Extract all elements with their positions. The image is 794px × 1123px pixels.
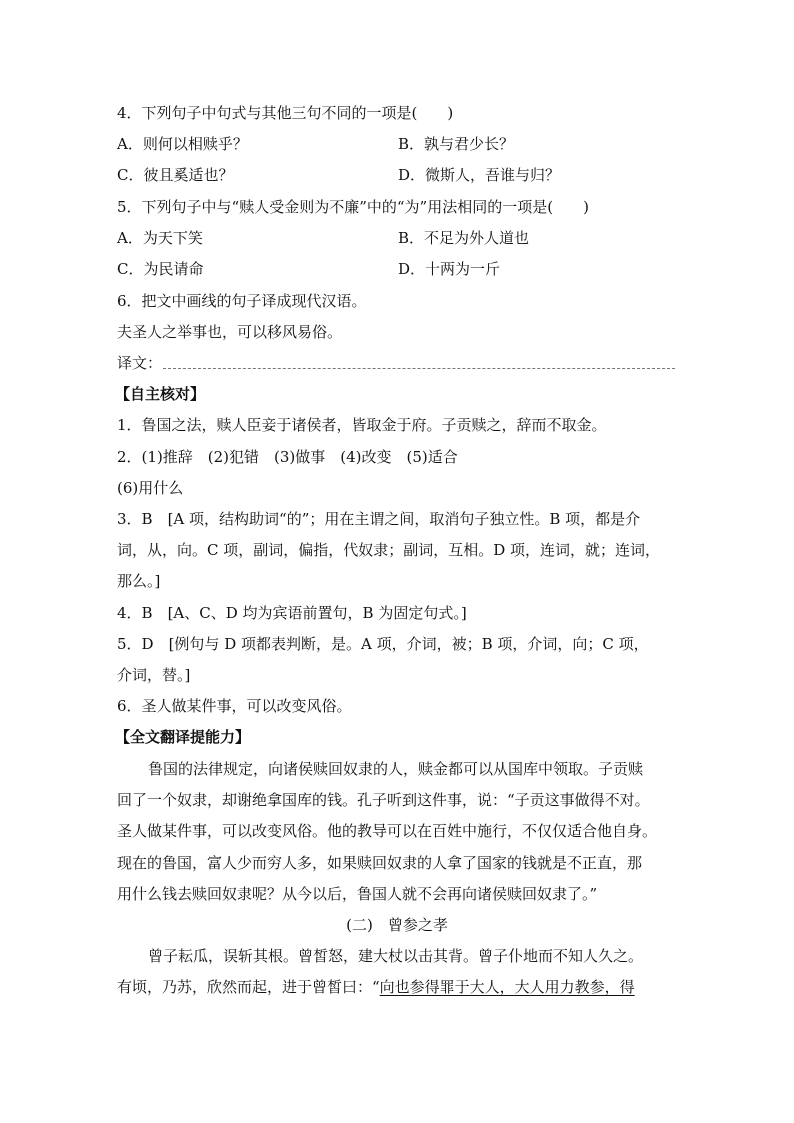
check-line: 2．(1)推辞 (2)犯错 (3)做事 (4)改变 (5)适合 [117, 448, 458, 466]
check-heading: 【自主核对】 [115, 385, 206, 403]
passage-text: 有顷，乃苏，欣然而起，进于曾皙曰：“ [117, 978, 380, 996]
q4-option-b: B．孰与君少长？ [398, 135, 515, 153]
translation-heading: 【全文翻译提能力】 [115, 728, 251, 746]
q6-translation-label: 译文： [117, 354, 163, 372]
q4-option-a: A．则何以相赎乎？ [117, 135, 248, 153]
section-title: (二) 曾参之孝 [346, 916, 448, 934]
q5-stem: 5．下列句子中与“赎人受金则为不廉”中的“为”用法相同的一项是( ) [117, 198, 589, 216]
translation-line: 现在的鲁国，富人少而穷人多，如果赎回奴隶的人拿了国家的钱就是不正直，那 [117, 854, 643, 872]
check-line: 5．D [例句与 D 项都表判断，是。A 项，介词，被；B 项，介词，向；C 项， [117, 635, 649, 653]
q6-stem: 6．把文中画线的句子译成现代汉语。 [117, 292, 367, 310]
check-line: 3．B [A 项，结构助词“的”；用在主谓之间，取消句子独立性。B 项，都是介 [117, 510, 641, 528]
translation-line: 用什么钱去赎回奴隶呢？从今以后，鲁国人就不会再向诸侯赎回奴隶了。” [117, 885, 598, 903]
q5-option-c: C．为民请命 [117, 260, 204, 278]
q5-option-a: A．为天下笑 [117, 229, 203, 247]
translation-line: 鲁国的法律规定，向诸侯赎回奴隶的人，赎金都可以从国库中领取。子贡赎 [148, 760, 644, 778]
passage-line-2 [117, 977, 635, 997]
translation-answer-line [163, 368, 675, 369]
q5-option-b: B．不足为外人道也 [398, 229, 530, 247]
check-line: 那么。] [117, 572, 161, 590]
translation-line: 圣人做某件事，可以改变风俗。他的教导可以在百姓中施行，不仅仅适合他自身。 [117, 822, 658, 840]
check-line: 6．圣人做某件事，可以改变风俗。 [117, 697, 352, 715]
q4-option-d: D．微斯人，吾谁与归？ [398, 166, 561, 184]
check-line: (6)用什么 [117, 479, 184, 497]
underlined-sentence: 向也参得罪于大人，大人用力教参，得 [379, 978, 635, 996]
translation-line: 回了一个奴隶，却谢绝拿国库的钱。孔子听到这件事，说：“子贡这事做得不对。 [117, 791, 650, 809]
q6-sentence: 夫圣人之举事也，可以移风易俗。 [117, 323, 343, 341]
check-line: 词，从，向。C 项，副词，偏指，代奴隶；副词，互相。D 项，连词，就；连词， [117, 541, 661, 559]
check-line: 介词，替。] [117, 666, 191, 684]
q4-stem: 4．下列句子中句式与其他三句不同的一项是( ) [117, 104, 454, 122]
q5-option-d: D．十两为一斤 [398, 260, 501, 278]
check-line: 4．B [A、C、D 均为宾语前置句，B 为固定句式。] [117, 604, 467, 622]
passage-line: 曾子耘瓜，误斩其根。曾皙怒，建大杖以击其背。曾子仆地而不知人久之。 [148, 947, 644, 965]
q4-option-c: C．彼且奚适也？ [117, 166, 234, 184]
check-line: 1．鲁国之法，赎人臣妾于诸侯者，皆取金于府。子贡赎之，辞而不取金。 [117, 416, 607, 434]
